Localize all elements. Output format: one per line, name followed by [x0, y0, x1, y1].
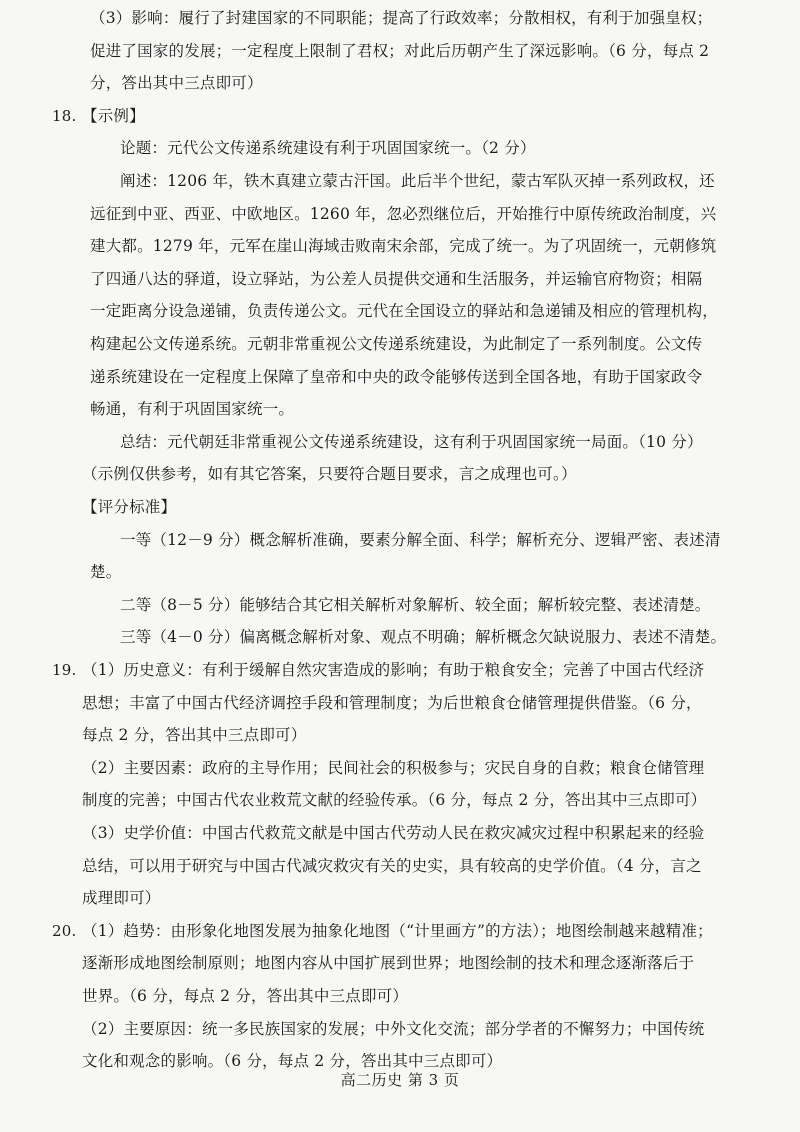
q18-body-line: 远征到中亚、西亚、中欧地区。1260 年，忽必烈继位后，开始推行中原传统政治制度，兴 [90, 204, 717, 223]
q17-part3-line3: 分，答出其中三点即可） [90, 74, 263, 93]
q18-grade1-line2: 楚。 [90, 563, 122, 582]
page-footer: 高二历史 第 3 页 [340, 1071, 460, 1089]
q19-part3-line3: 成理即可） [82, 889, 161, 908]
q19-part3-line2: 总结，可以用于研究与中国古代减灾救灾有关的史实，具有较高的史学价值。（4 分，言之 [82, 856, 702, 875]
q19-number: 19. [52, 661, 77, 679]
q18-body-line: 递系统建设在一定程度上保障了皇帝和中央的政令能够传送到全国各地，有助于国家政令 [90, 367, 703, 386]
q20-part2-line2: 文化和观念的影响。（6 分，每点 2 分，答出其中三点即可） [82, 1052, 503, 1071]
q18-body-line: 建大都。1279 年，元军在崖山海域击败南宋余部，完成了统一。为了巩固统一，元朝修筑 [90, 237, 717, 256]
q19-part2-line1: （2）主要因素：政府的主导作用；民间社会的积极参与；灾民自身的自救；粮食仓储管理 [82, 758, 705, 777]
q20-part2-line1: （2）主要原因：统一多民族国家的发展；中外文化交流；部分学者的不懈努力；中国传统 [82, 1019, 705, 1038]
q19-part1-line1: （1）历史意义：有利于缓解自然灾害造成的影响；有助于粮食安全；完善了中国古代经济 [82, 661, 705, 679]
q17-part3-line2: 促进了国家的发展；一定程度上限制了君权；对此后历朝产生了深远影响。（6 分，每点 2 [90, 41, 710, 60]
q18-note: （示例仅供参考，如有其它答案，只要符合题目要求，言之成理也可。） [82, 465, 577, 484]
q20-number: 20. [52, 921, 77, 940]
q18-thesis: 论题：元代公文传递系统建设有利于巩固国家统一。（2 分） [120, 139, 536, 158]
q18-example-title: 【示例】 [82, 106, 145, 125]
q18-grade2: 二等（8－5 分）能够结合其它相关解析对象解析、较全面；解析较完整、表述清楚。 [120, 595, 711, 614]
q20-part1-line2: 逐渐形成地图绘制原则；地图内容从中国扩展到世界；地图绘制的技术和理念逐渐落后于 [82, 954, 695, 973]
q18-summary: 总结：元代朝廷非常重视公文传递系统建设，这有利于巩固国家统一局面。（10 分） [120, 432, 703, 451]
q18-criteria-title: 【评分标准】 [82, 498, 177, 516]
q18-body-line: 了四通八达的驿道，设立驿站，为公差人员提供交通和生活服务，并运输官府物资；相隔 [90, 269, 703, 288]
q18-number: 18. [52, 106, 77, 125]
q19-part3-line1: （3）史学价值：中国古代救荒文献是中国古代劳动人民在救灾减灾过程中积累起来的经验 [82, 824, 705, 842]
q20-part1-line3: 世界。（6 分，每点 2 分，答出其中三点即可） [82, 987, 409, 1005]
q19-part1-line2: 思想；丰富了中国古代经济调控手段和管理制度；为后世粮食仓储管理提供借鉴。（6 分， [82, 693, 702, 712]
q18-body-line: 构建起公文传递系统。元朝非常重视公文传递系统建设，为此制定了一系列制度。公文传 [90, 335, 703, 353]
q17-part3-line1: （3）影响：履行了封建国家的不同职能；提高了行政效率；分散相权，有利于加强皇权； [90, 9, 713, 27]
q19-part1-line3: 每点 2 分，答出其中三点即可） [82, 726, 307, 745]
q18-body-line: 畅通，有利于巩固国家统一。 [90, 400, 295, 419]
q19-part2-line2: 制度的完善；中国古代农业救荒文献的经验传承。（6 分，每点 2 分，答出其中三点即可） [82, 791, 707, 810]
q18-body-line: 阐述：1206 年，铁木真建立蒙古汗国。此后半个世纪，蒙古军队灭掉一系列政权，还 [120, 172, 715, 190]
q18-grade3: 三等（4－0 分）偏离概念解析对象、观点不明确；解析概念欠缺说服力、表述不清楚。 [120, 628, 727, 647]
q20-part1-line1: （1）趋势：由形象化地图发展为抽象化地图（“计里画方”的方法）；地图绘制越来越精准； [82, 921, 713, 940]
q18-grade1-line1: 一等（12－9 分）概念解析准确，要素分解全面、科学；解析充分、逻辑严密、表述清 [120, 530, 721, 549]
q18-body-line: 一定距离分设急递铺，负责传递公文。元代在全国设立的驿站和急递铺及相应的管理机构， [90, 302, 719, 321]
